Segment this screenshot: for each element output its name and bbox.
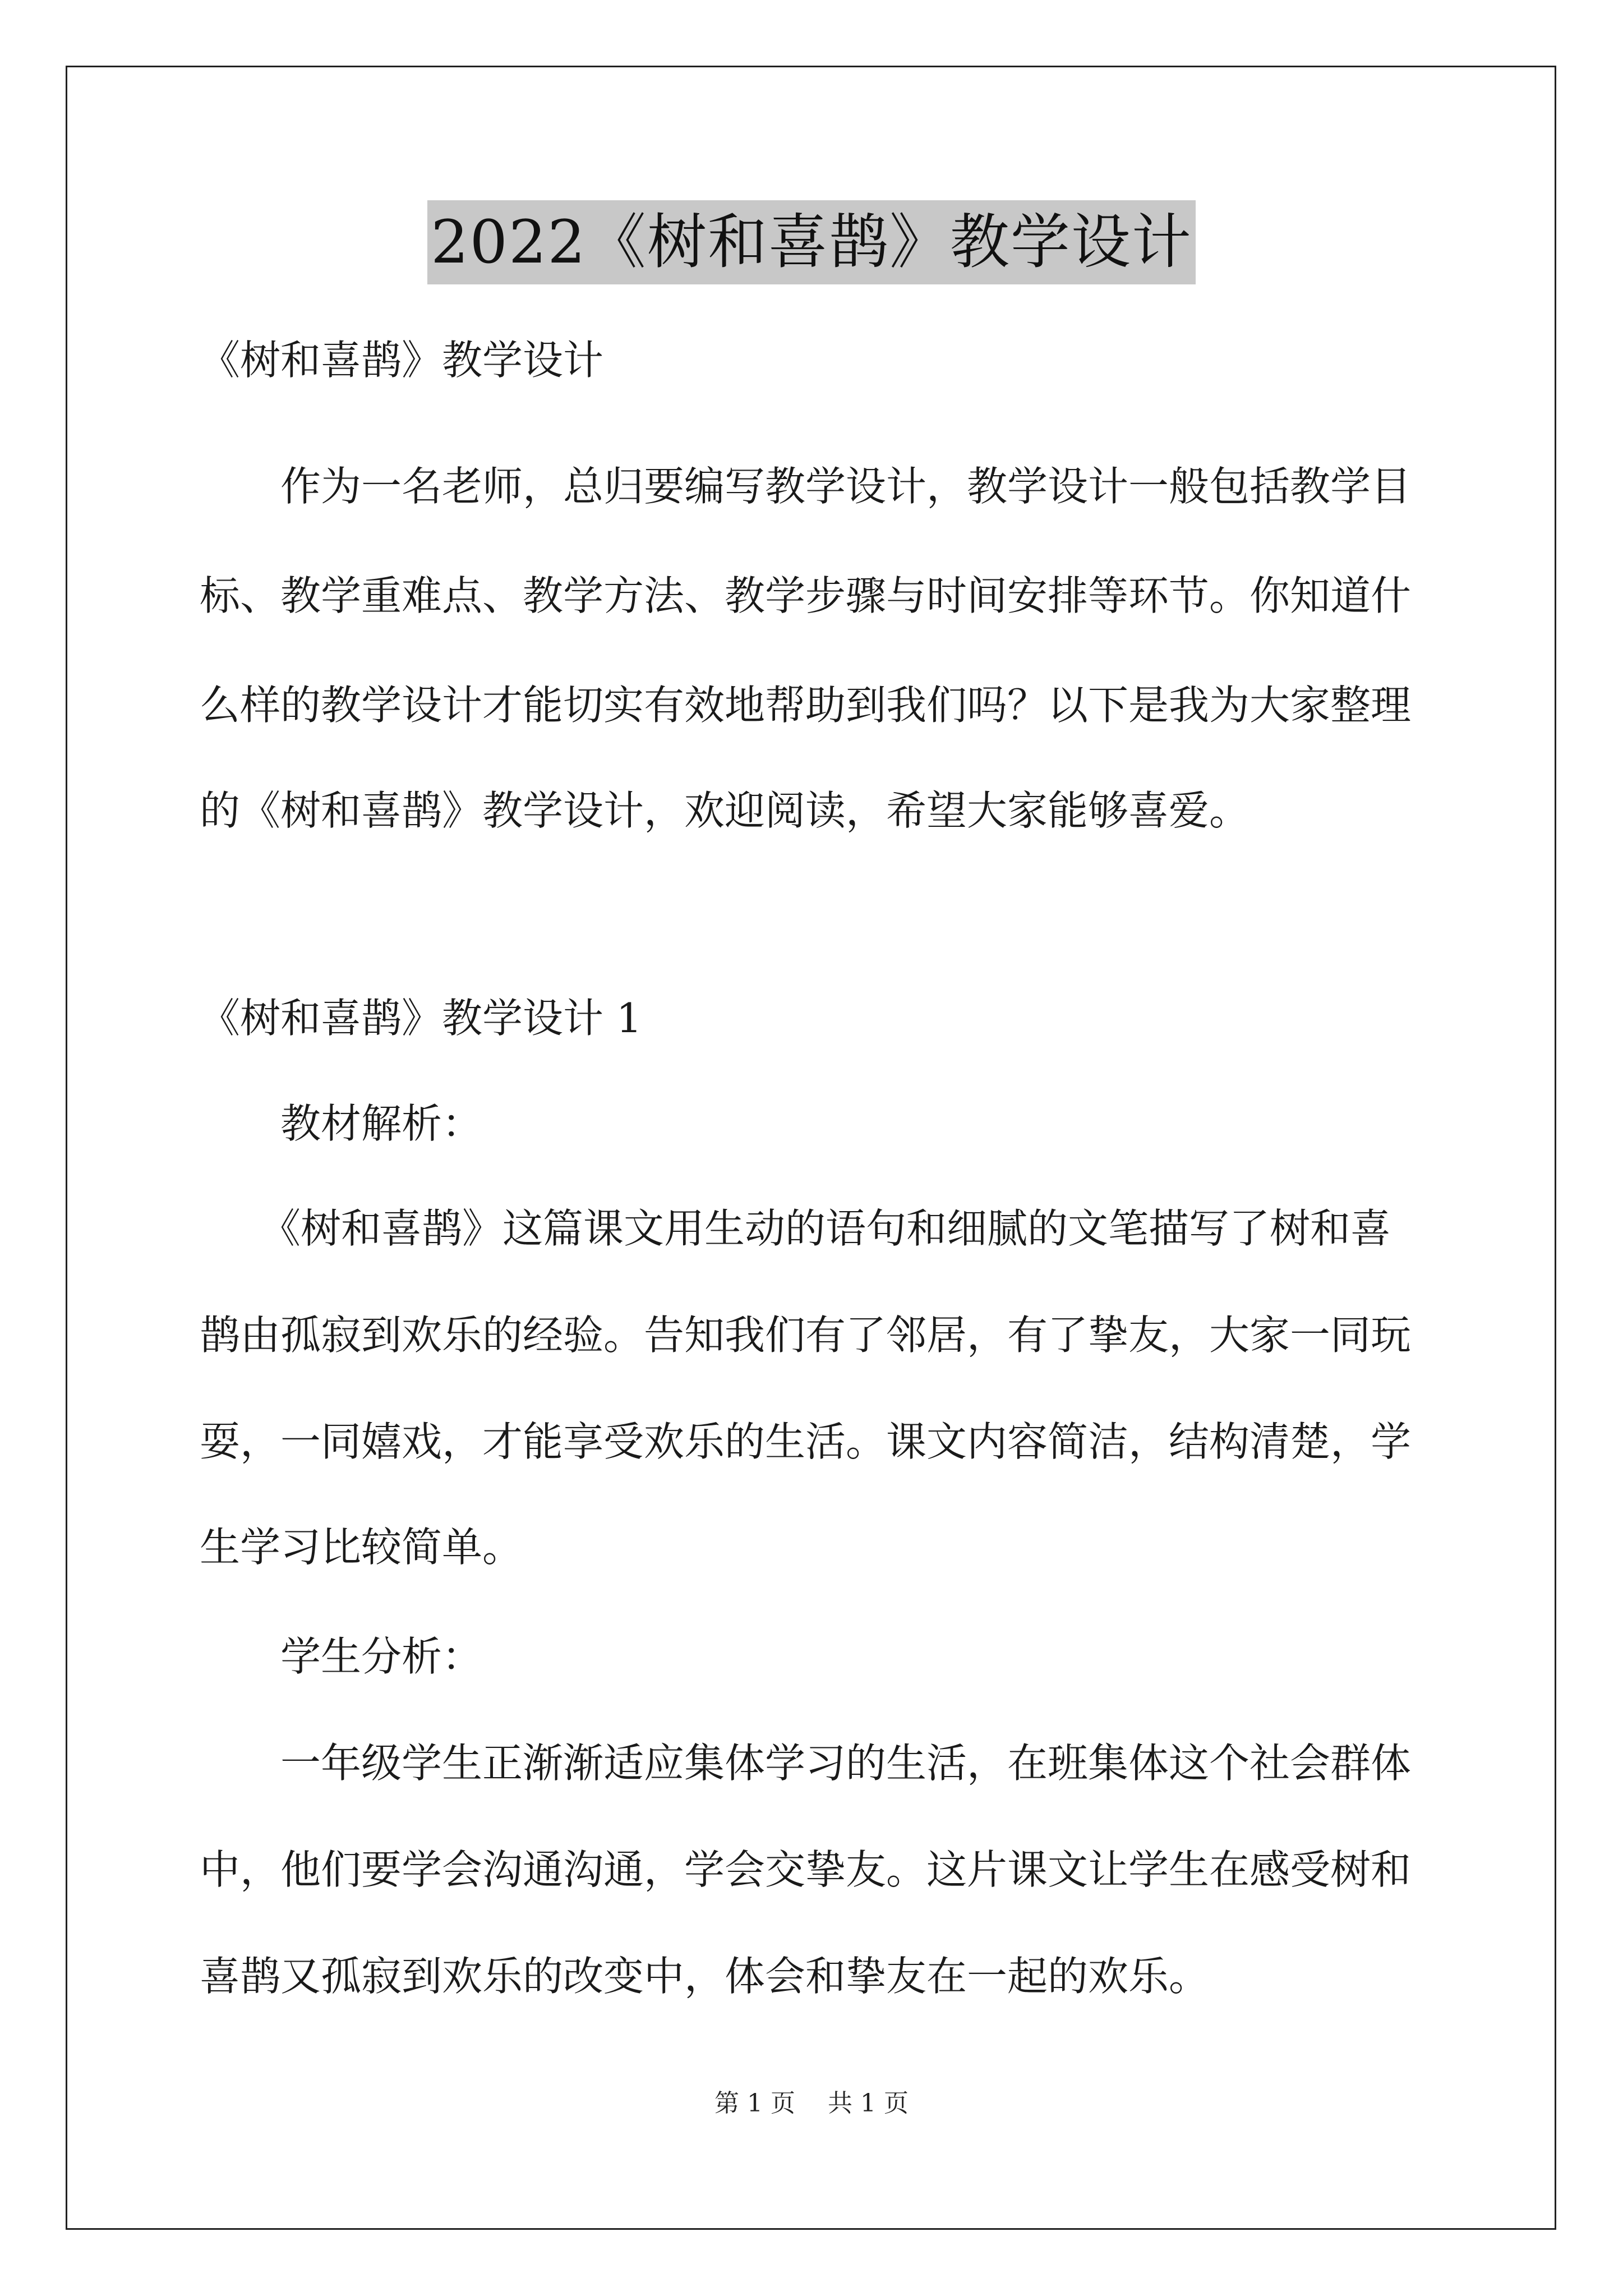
document-title: 2022《树和喜鹊》教学设计 — [427, 200, 1196, 284]
paragraph-line: 的《树和喜鹊》教学设计，欢迎阅读，希望大家能够喜爱。 — [200, 787, 1250, 834]
page-total: 共 1 页 — [828, 2089, 909, 2118]
doc-heading: 《树和喜鹊》教学设计 — [200, 337, 604, 384]
subsection-heading: 教材解析： — [200, 1100, 483, 1147]
paragraph-line: 么样的教学设计才能切实有效地帮助到我们吗？以下是我为大家整理 — [200, 682, 1412, 729]
subsection-heading: 学生分析： — [200, 1633, 483, 1680]
paragraph-line: 一年级学生正渐渐适应集体学习的生活，在班集体这个社会群体 — [200, 1740, 1412, 1787]
section-heading: 《树和喜鹊》教学设计 1 — [200, 995, 642, 1042]
page-footer — [0, 2087, 1623, 2120]
paragraph-line: 耍，一同嬉戏，才能享受欢乐的生活。课文内容简洁，结构清楚，学 — [200, 1418, 1412, 1465]
title-container — [0, 200, 1623, 284]
paragraph-line: 标、教学重难点、教学方法、教学步骤与时间安排等环节。你知道什 — [200, 572, 1412, 619]
paragraph-line: 鹊由孤寂到欢乐的经验。告知我们有了邻居，有了挚友，大家一同玩 — [200, 1312, 1412, 1359]
page-number: 第 1 页 — [714, 2089, 795, 2118]
paragraph-line: 喜鹊又孤寂到欢乐的改变中，体会和挚友在一起的欢乐。 — [200, 1953, 1210, 2000]
paragraph-line: 《树和喜鹊》这篇课文用生动的语句和细腻的文笔描写了树和喜 — [200, 1205, 1391, 1252]
paragraph-line: 生学习比较简单。 — [200, 1524, 523, 1571]
paragraph-line: 作为一名老师，总归要编写教学设计，教学设计一般包括教学目 — [200, 463, 1412, 510]
paragraph-line: 中，他们要学会沟通沟通，学会交挚友。这片课文让学生在感受树和 — [200, 1846, 1412, 1893]
